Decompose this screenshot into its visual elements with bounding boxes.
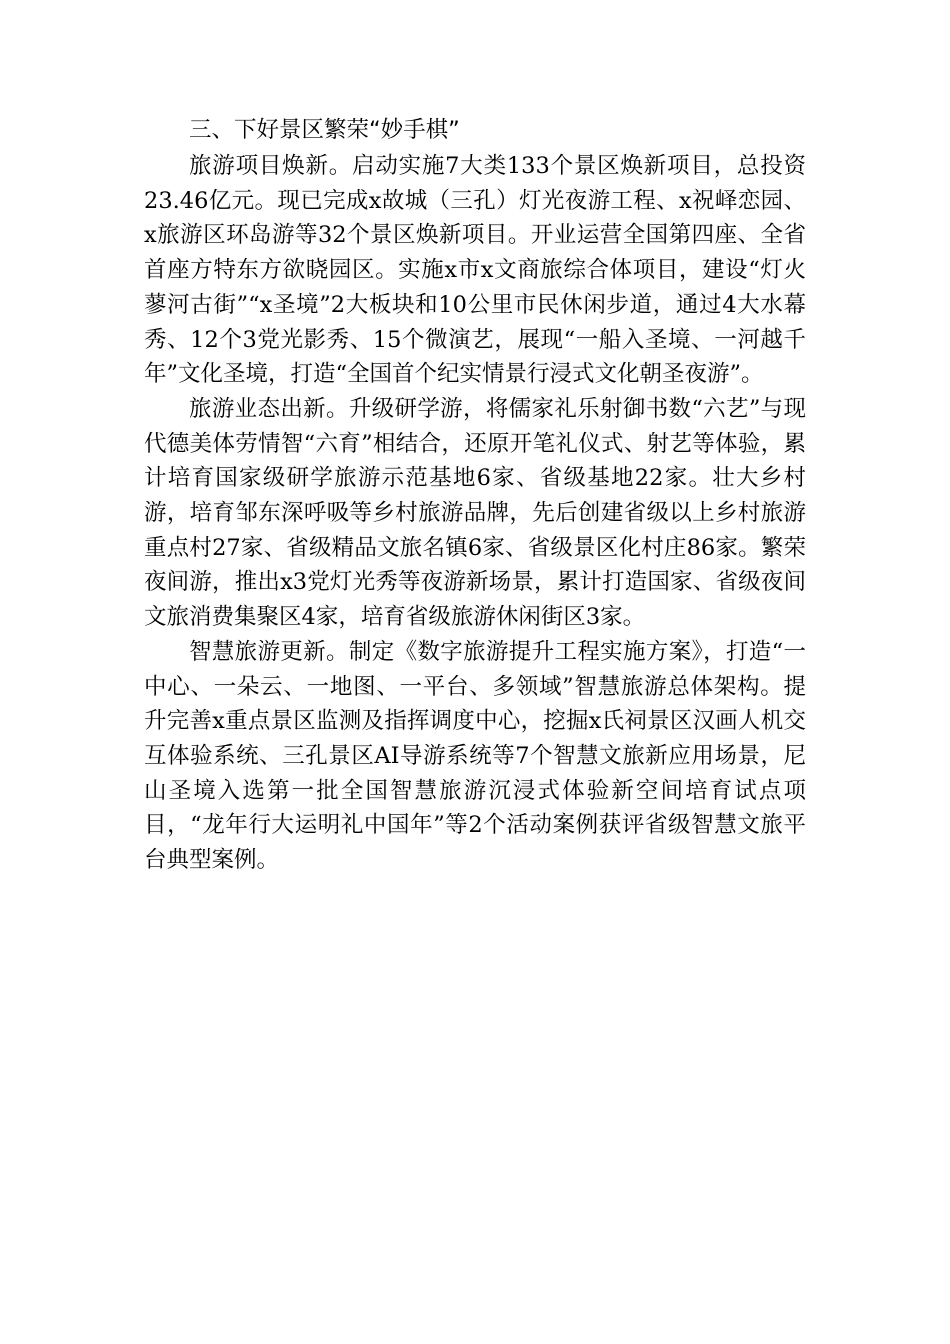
paragraph-tourism-projects: 旅游项目焕新。启动实施7大类133个景区焕新项目，总投资23.46亿元。现已完成x故城（三孔）灯光夜游工程、x祝峄恋园、x旅游区环岛游等32个景区焕新项目。开业运营全国第四座、全省首座方特东方欲晓园区。实施x市x文商旅综合体项目，建设“灯火蓼河古街”“x圣境”2大板块和10公里市民休闲步道，通过4大水幕秀、12个3党光影秀、15个微演艺，展现“一船入圣境、一河越千年”文化圣境，打造“全国首个纪实情景行浸式文化朝圣夜游”。 [144, 153, 806, 388]
document-body [144, 112, 806, 878]
section-heading: 三、下好景区繁荣“妙手棋” [189, 117, 460, 143]
paragraph-tourism-formats: 旅游业态出新。升级研学游，将儒家礼乐射御书数“六艺”与现代德美体劳情智“六育”相结合，还原开笔礼仪式、射艺等体验，累计培育国家级研学旅游示范基地6家、省级基地22家。壮大乡村游，培育邹东深呼吸等乡村旅游品牌，先后创建省级以上乡村旅游重点村27家、省级精品文旅名镇6家、省级景区化村庄86家。繁荣夜间游，推出x3党灯光秀等夜游新场景，累计打造国家、省级夜间文旅消费集聚区4家，培育省级旅游休闲街区3家。 [144, 395, 806, 631]
paragraph-smart-tourism: 智慧旅游更新。制定《数字旅游提升工程实施方案》，打造“一中心、一朵云、一地图、一平台、多领域”智慧旅游总体架构。提升完善x重点景区监测及指挥调度中心，挖掘x氏祠景区汉画人机交互体验系统、三孔景区AI导游系统等7个智慧文旅新应用场景，尼山圣境入选第一批全国智慧旅游沉浸式体验新空间培育试点项目，“龙年行大运明礼中国年”等2个活动案例获评省级智慧文旅平台典型案例。 [144, 638, 806, 874]
